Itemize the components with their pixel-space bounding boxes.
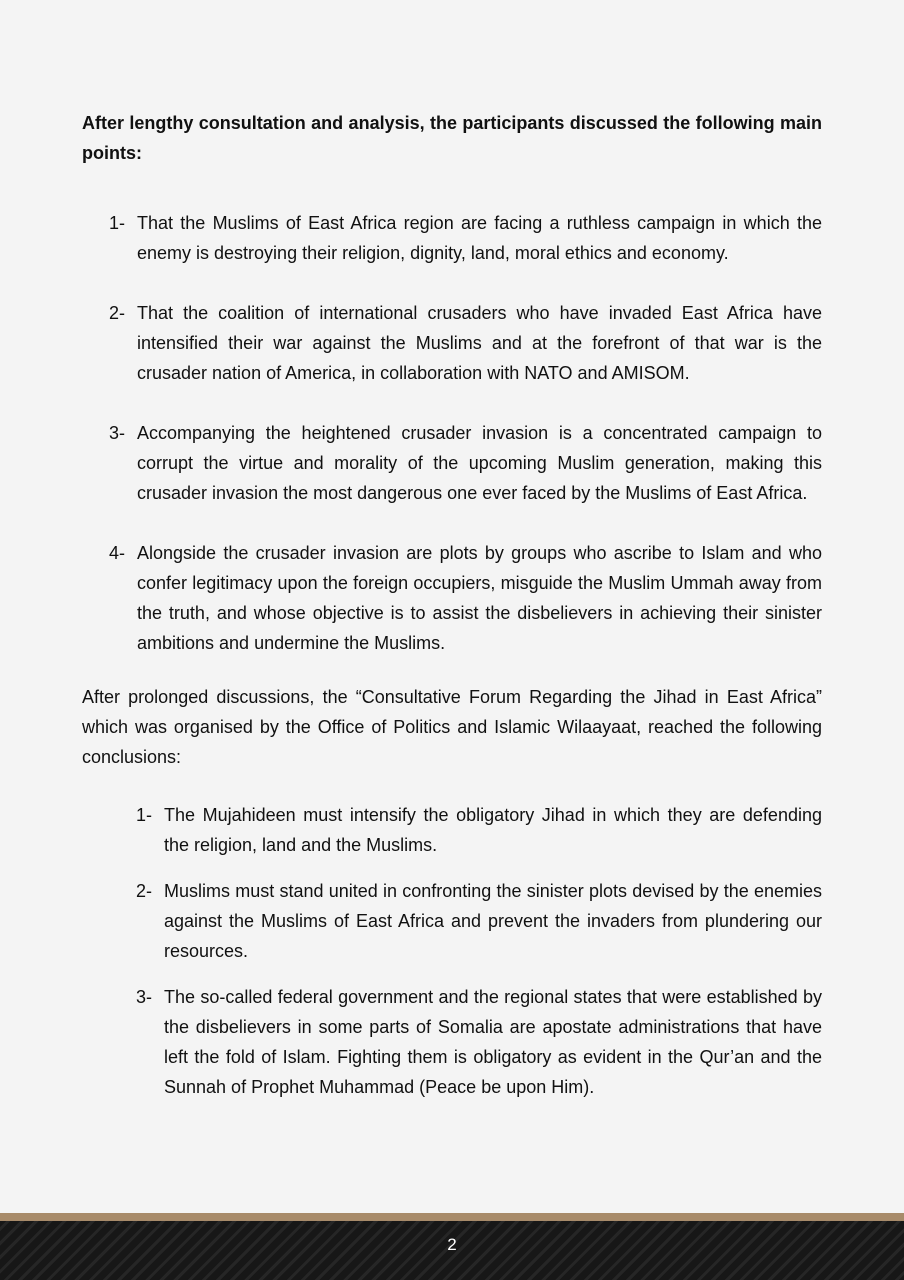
intro-heading: After lengthy consultation and analysis, the participants discussed the following main points: <box>82 113 822 163</box>
main-point-number: 3- <box>109 423 126 443</box>
conclusion-text: The so-called federal government and the regional states that were established by the disbelievers in some parts of Somalia are apostate administrations that have left the fold of Islam. Fighting them is obligatory as evident in the Qur’an and the Sunnah of Prophet Muhammad (Peace be upon Him). <box>164 987 822 1097</box>
main-point-text: That the Muslims of East Africa region are facing a ruthless campaign in which the enemy is destroying their religion, dignity, land, moral ethics and economy. <box>137 213 822 263</box>
conclusion-text: The Mujahideen must intensify the obligatory Jihad in which they are defending the religion, land and the Muslims. <box>164 805 822 855</box>
conclusion-item <box>82 982 822 1102</box>
main-points-list <box>82 208 822 658</box>
main-point-item <box>82 418 822 508</box>
conclusion-item <box>82 800 822 860</box>
main-point-number: 2- <box>109 303 126 323</box>
footer-rule <box>0 1213 904 1221</box>
conclusion-number: 1- <box>136 805 153 825</box>
conclusion-number: 3- <box>136 987 153 1007</box>
main-point-number: 4- <box>109 543 126 563</box>
main-point-text: Accompanying the heightened crusader invasion is a concentrated campaign to corrupt the virtue and morality of the upcoming Muslim generation, making this crusader invasion the most dangerous one ever faced by the Muslims of East Africa. <box>137 423 822 503</box>
main-point-number: 1- <box>109 213 126 233</box>
conclusions-list <box>82 800 822 1102</box>
conclusion-item <box>82 876 822 966</box>
conclusions-intro-paragraph: After prolonged discussions, the “Consultative Forum Regarding the Jihad in East Africa” which was organised by the Office of Politics and Islamic Wilaayaat, reached the following conclusions: <box>82 687 822 767</box>
conclusion-text: Muslims must stand united in confronting the sinister plots devised by the enemies against the Muslims of East Africa and prevent the invaders from plundering our resources. <box>164 881 822 961</box>
main-point-text: That the coalition of international crusaders who have invaded East Africa have intensified their war against the Muslims and at the forefront of that war is the crusader nation of America, in collaboration with NATO and AMISOM. <box>137 303 822 383</box>
main-point-item <box>82 298 822 388</box>
main-point-item <box>82 538 822 658</box>
page-content <box>82 108 822 1118</box>
conclusion-number: 2- <box>136 881 153 901</box>
page-number: 2 <box>447 1235 457 1254</box>
main-point-text: Alongside the crusader invasion are plots by groups who ascribe to Islam and who confer legitimacy upon the foreign occupiers, misguide the Muslim Ummah away from the truth, and whose objective is to assist the disbelievers in achieving their sinister ambitions and undermine the Muslims. <box>137 543 822 653</box>
main-point-item <box>82 208 822 268</box>
